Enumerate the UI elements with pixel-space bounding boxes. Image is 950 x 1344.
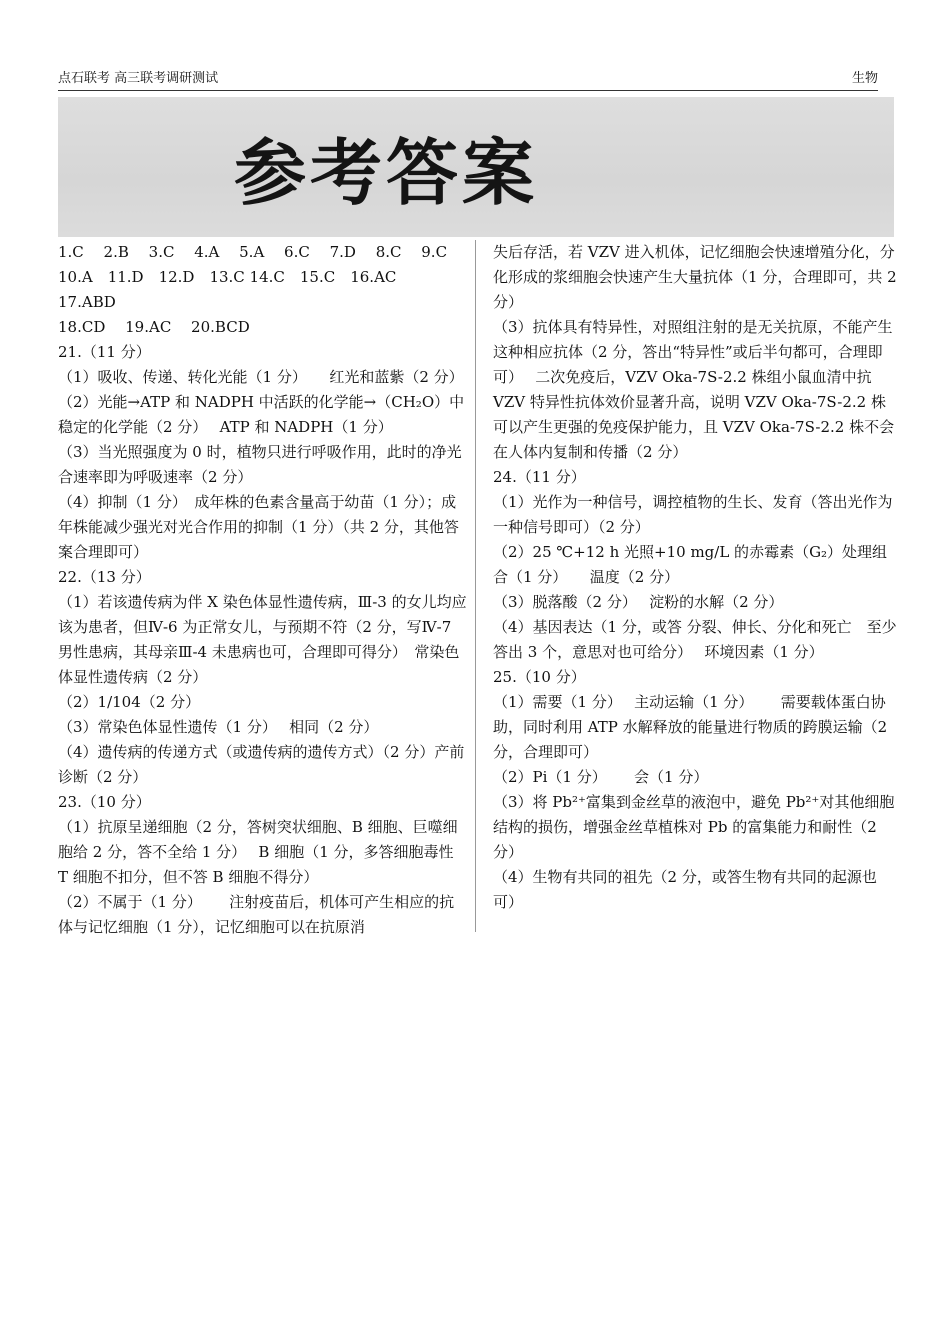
answer-paragraph: （3）常染色体显性遗传（1 分） 相同（2 分） [58, 718, 379, 736]
question-heading: 24.（11 分） [493, 468, 586, 486]
right-column [493, 240, 902, 915]
answer-line: 10.A 11.D 12.D 13.C 14.C 15.C 16.AC 17.ABD [58, 268, 412, 311]
answer-paragraph: （4）生物有共同的祖先（2 分，或答生物有共同的起源也可） [493, 868, 877, 911]
answer-paragraph: （2）光能→ATP 和 NADPH 中活跃的化学能→（CH₂O）中稳定的化学能（2 分） ATP 和 NADPH（1 分） [58, 393, 465, 436]
left-column [58, 240, 468, 940]
answer-paragraph: （1）抗原呈递细胞（2 分，答树突状细胞、B 细胞、巨噬细胞给 2 分，答不全给 1 分） B 细胞（1 分，多答细胞毒性 T 细胞不扣分，但不答 B 细胞不得分） [58, 818, 459, 886]
question-heading: 25.（10 分） [493, 668, 586, 686]
answer-paragraph: 失后存活，若 VZV 进入机体，记忆细胞会快速增殖分化，分化形成的浆细胞会快速产生大量抗体（1 分，合理即可，共 2 分） [493, 243, 902, 311]
answer-paragraph: （4）基因表达（1 分，或答 分裂、伸长、分化和死亡 至少答出 3 个，意思对也可给分） 环境因素（1 分） [493, 618, 897, 661]
answer-line: 18.CD 19.AC 20.BCD [58, 318, 250, 336]
answer-paragraph: （4）遗传病的传递方式（或遗传病的遗传方式）（2 分）产前诊断（2 分） [58, 743, 465, 786]
answer-paragraph: （2）1/104（2 分） [58, 693, 201, 711]
answer-paragraph: （3）将 Pb²⁺富集到金丝草的液泡中，避免 Pb²⁺对其他细胞结构的损伤，增强金丝草植株对 Pb 的富集能力和耐性（2 分） [493, 793, 895, 861]
answer-paragraph: （2）Pi（1 分） 会（1 分） [493, 768, 709, 786]
answer-paragraph: （3）脱落酸（2 分） 淀粉的水解（2 分） [493, 593, 784, 611]
answer-paragraph: （1）需要（1 分） 主动运输（1 分） 需要载体蛋白协助，同时利用 ATP 水解释放的能量进行物质的跨膜运输（2 分，合理即可） [493, 693, 892, 761]
answer-paragraph: （1）光作为一种信号，调控植物的生长、发育（答出光作为一种信号即可）（2 分） [493, 493, 893, 536]
answer-paragraph: （3）抗体具有特异性，对照组注射的是无关抗原，不能产生这种相应抗体（2 分，答出“特异性”或后半句都可，合理即可） 二次免疫后，VZV Oka-7S-2.2 株组小鼠血清中抗 VZV 特异性抗体效价显著升高，说明 VZV Oka-7S-2.2 株可以产生更强的免疫保护能力，且 VZV Oka-7S-2.2 株不会在人体内复制和传播（2 分） [493, 318, 895, 461]
answer-paragraph: （2）25 ℃+12 h 光照+10 mg/L 的赤霉素（G₂）处理组合（1 分） 温度（2 分） [493, 543, 888, 586]
column-divider [475, 240, 476, 932]
answer-paragraph: （1）若该遗传病为伴 X 染色体显性遗传病，Ⅲ-3 的女儿均应该为患者，但Ⅳ-6 为正常女儿，与预期不符（2 分，写Ⅳ-7 男性患病，其母亲Ⅲ-4 未患病也可，合理即可得分） 常染色体显性遗传病（2 分） [58, 593, 467, 686]
question-heading: 21.（11 分） [58, 343, 151, 361]
answer-paragraph: （1）吸收、传递、转化光能（1 分） 红光和蓝紫（2 分） [58, 368, 464, 386]
question-heading: 22.（13 分） [58, 568, 151, 586]
answer-paragraph: （3）当光照强度为 0 时，植物只进行呼吸作用，此时的净光合速率即为呼吸速率（2 分） [58, 443, 462, 486]
answer-paragraph: （4）抑制（1 分） 成年株的色素含量高于幼苗（1 分）；成年株能减少强光对光合作用的抑制（1 分）（共 2 分，其他答案合理即可） [58, 493, 459, 561]
page-title: 参考答案 [233, 131, 538, 215]
title-banner [58, 97, 894, 237]
answer-paragraph: （2）不属于（1 分） 注射疫苗后，机体可产生相应的抗体与记忆细胞（1 分），记忆细胞可以在抗原消 [58, 893, 455, 936]
question-heading: 23.（10 分） [58, 793, 151, 811]
header-subject: 生物 [851, 71, 878, 86]
page-header [58, 70, 878, 91]
answer-line: 1.C 2.B 3.C 4.A 5.A 6.C 7.D 8.C 9.C [58, 243, 448, 261]
header-exam-title: 点石联考 高三联考调研测试 [58, 71, 219, 86]
